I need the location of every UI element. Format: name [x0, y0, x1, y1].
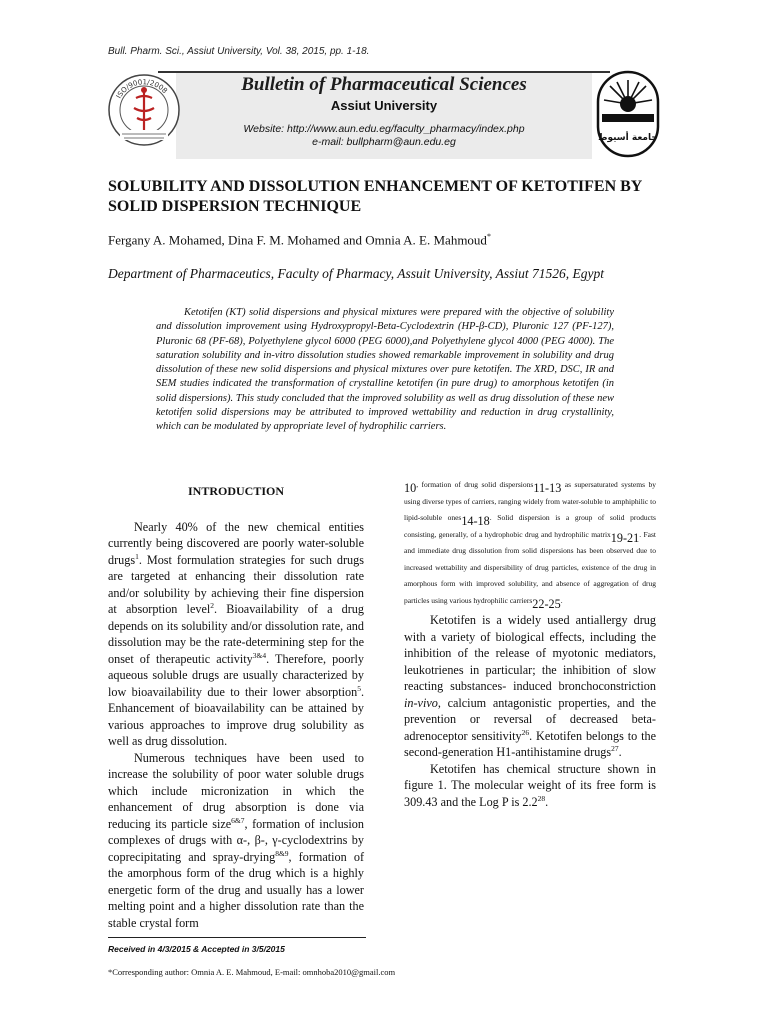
citation-ref: , formation of drug solid dispersions	[416, 479, 534, 489]
citation-ref: 5	[357, 683, 361, 693]
section-heading-introduction: INTRODUCTION	[187, 484, 284, 498]
footnote-rule	[108, 937, 366, 938]
citation-ref: 2	[210, 600, 214, 610]
citation-ref: 1	[135, 551, 139, 561]
citation-ref: 8&9	[275, 848, 289, 858]
journal-citation: Bull. Pharm. Sci., Assiut University, Vol. 38, 2015, pp. 1-18.	[108, 46, 370, 57]
citation-ref: . Solid dispersion is a group of solid products consisting, generally, of a hydrophobic drug and hydrophilic matrix	[404, 512, 656, 539]
citation-ref: .	[560, 595, 563, 605]
article-authors	[108, 232, 491, 248]
body-column-left	[108, 480, 364, 931]
received-accepted-dates: Received in 4/3/2015 & Accepted in 3/5/2015	[108, 944, 285, 954]
corresponding-mark: *	[486, 232, 491, 241]
iso-seal-text: ISO/9001/2008	[114, 78, 169, 100]
paragraph: Ketotifen is a widely used antiallergy drug with a variety of biological effects, including the inhibition of the release of myotonic mediators, leukotrienes in particular; the inhibition of slow reacting substances- induced bronchoconstriction in-vivo, calcium antagonistic properties, and the prevention or reversal of decreased beta-adrenoceptor sensitivity$^{26}$. Ketotifen belongs to the second-generation H1-antihistamine drugs$^{27}$.	[404, 613, 657, 759]
journal-website: Website: http://www.aun.edu.eg/faculty_pharmacy/index.php	[243, 123, 525, 135]
citation-ref: as supersaturated systems by using diverse types of carriers, ranging widely from water-soluble to amphiphilic to lipid-soluble ones	[404, 479, 656, 522]
journal-email: e-mail: bullpharm@aun.edu.eg	[312, 136, 456, 148]
journal-title: Bulletin of Pharmaceutical Sciences	[241, 74, 527, 95]
paragraph: Ketotifen has chemical structure shown in figure 1. The molecular weight of its free form is 309.43 and the Log P is $2.2^{28}$.	[404, 761, 656, 809]
article-title: SOLUBILITY AND DISSOLUTION ENHANCEMENT OF KETOTIFEN BY SOLID DISPERSION TECHNIQUE	[108, 178, 642, 215]
citation-ref: 6&7	[231, 815, 245, 825]
body-column-right	[404, 480, 656, 810]
journal-masthead	[106, 68, 662, 162]
assiut-logo-text: جامعة أسيوط	[598, 133, 658, 143]
iso-seal-logo	[106, 68, 182, 152]
citation-ref: 3&4	[252, 650, 267, 660]
citation-ref: 28	[537, 793, 546, 803]
article-abstract: Ketotifen (KT) solid dispersions and physical mixtures were prepared with the objective of solubility and dissolution improvement using Hydroxypropyl-Beta-Cyclodextrin (HP-β-CD), Pluronic 127 (PF-127), Pluronic 68 (PF-68), Polyethylene glycol 6000 (PEG 6000),and Polyethylene glycol 4000 (PEG 4000). The saturation solubility and in-vitro dissolution studies showed remarkable improvement in solubility and drug dissolution of these new solid dispersions and physical mixtures over pure ketotifen. The XRD, DSC, IR and SEM studies indicated the transformation of crystalline ketotifen (in pure drug) to amorphous ketotifen (in solid dispersions). This study concluded that the improved solubility as well as drug dissolution of these new ketotifen solid dispersions may be attributed to improved wettability and reduction in drug crystallinity, which can be modulated by appropriate level of hydrophilic carriers.	[156, 307, 614, 433]
assiut-university-logo	[596, 70, 660, 158]
article-affiliation: Department of Pharmaceutics, Faculty of Pharmacy, Assuit University, Assiut 71526, Egypt	[108, 266, 604, 281]
paragraph: Numerous techniques have been used to increase the solubility of poor water soluble drugs which include micronization in which the enhancement of drug absorption is done via reducing its particle size$^{6\&7}$, formation of inclusion complexes of drugs with α-, β-, γ-cyclodextrins by coprecipitating and spray-drying$^{8\&9}$, formation of the amorphous form of the drug which is a highly energetic form of the drug and usually has a lower melting point and a higher dissolution rate than the stable crystal form	[108, 750, 365, 930]
corresponding-author-note: *Corresponding author: Omnia A. E. Mahmoud, E-mail: omnhoba2010@gmail.com	[108, 967, 396, 977]
citation-ref: 27	[611, 743, 619, 753]
authors-names: Fergany A. Mohamed, Dina F. M. Mohamed and Omnia A. E. Mahmoud	[108, 232, 487, 248]
citation-ref: 26	[521, 727, 530, 737]
paragraph: Nearly 40% of the new chemical entities currently being discovered are poorly water-soluble drugs$^1$. Most formulation strategies for such drugs are targeted at enhancing their dissolution rate and/or solubility by achieving their fine dispersion at absorption level$^2$. Bioavailability of a drug depends on its solubility and/or dissolution rate, and dissolution may be the rate-determining step for the onset of therapeutic activity$^{3\&4}$. Therefore, poorly aqueous soluble drugs are usually characterized by low bioavailability due to their lower absorption$^5$. Enhancement of bioavailability can be attained by various approaches to improve drug solubility as well as drug dissolution.	[108, 519, 364, 748]
masthead-rule	[158, 71, 610, 73]
university-name: Assiut University	[330, 98, 438, 113]
citation-ref: . Fast and immediate drug dissolution from solid dispersions has been observed due to increased wettability and dispersibility of drug particles, existence of the drug in amorphous form with improved solubility, and absence of aggregation of drug particles using various hydrophilic carriers	[404, 529, 656, 605]
paragraph-continued: $10^{, formation of drug solid dispersions}11-13$ $^{as supersaturated systems by using diverse types of carriers, ranging widely from water-soluble to amphiphilic to lipid-soluble ones}14-18^{. Solid dispersion is a group of solid products consisting, generally, of a hydrophobic drug and hydrophilic matrix}19-21^{. Fast and immediate drug dissolution from solid dispersions has been observed due to increased wettability and dispersibility of drug particles, existence of the drug in amorphous form with improved solubility, and absence of aggregation of drug particles using various hydrophilic carriers}22-25^.$	[404, 479, 656, 611]
